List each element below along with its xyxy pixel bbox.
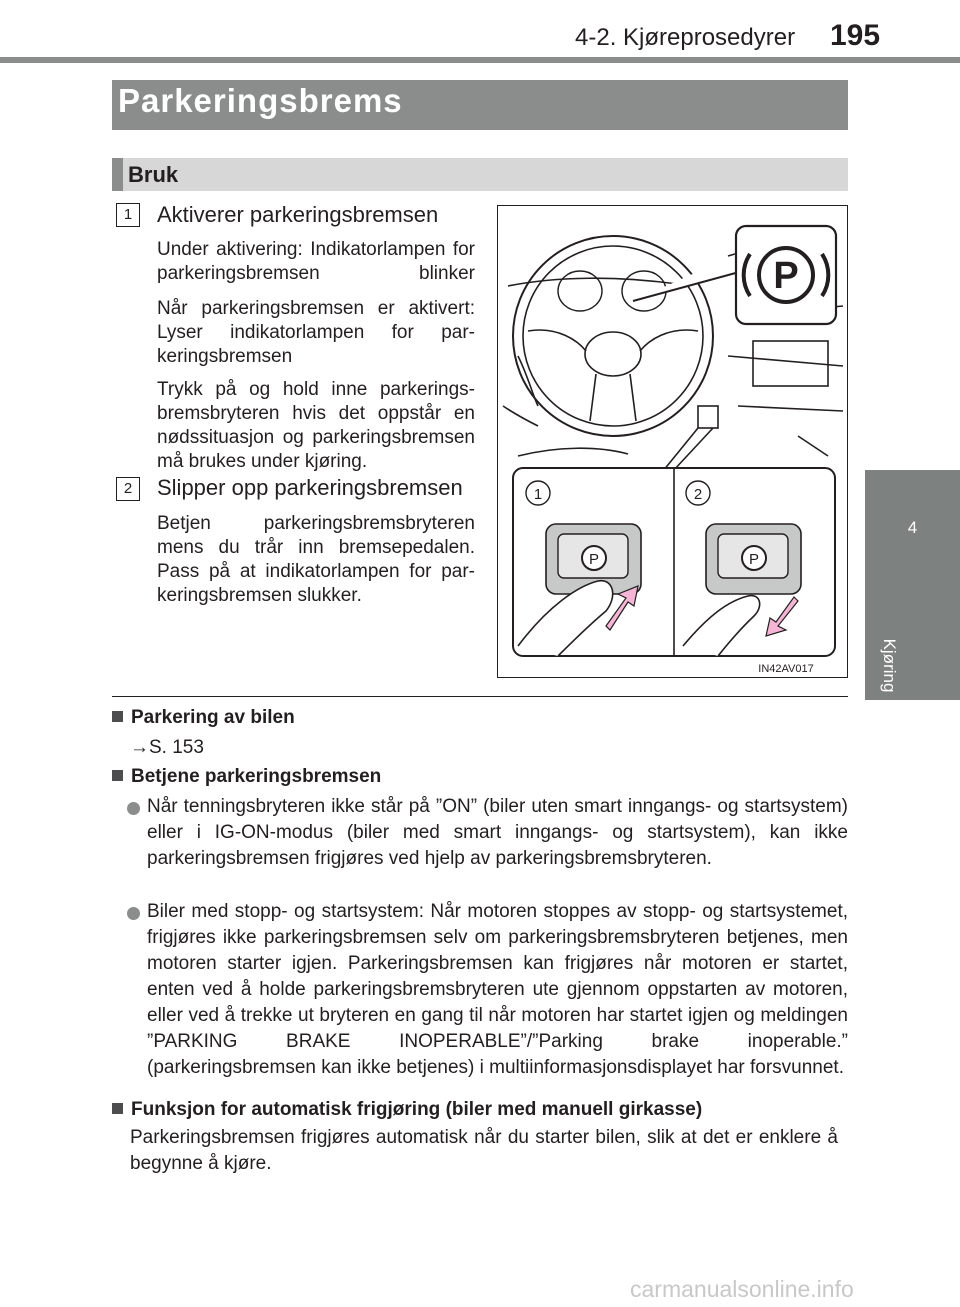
- section-divider: [112, 696, 848, 697]
- bullet-icon: [127, 802, 140, 815]
- step-1-paragraph: Trykk på og hold inne parkeringsbremsbryteren hvis det oppstår en nødssituasjon og parkeringsbremsen må brukes under kjøring.: [157, 379, 475, 472]
- parking-brake-illustration: [497, 205, 848, 678]
- bullet-icon: [127, 907, 140, 920]
- svg-text:P: P: [588, 551, 600, 568]
- svg-text:P: P: [748, 551, 760, 568]
- callout-2: 2: [693, 486, 703, 503]
- subsection-bar: [112, 158, 848, 191]
- square-bullet-icon: [112, 770, 123, 781]
- callout-1: 1: [533, 486, 543, 503]
- section-label: 4-2. Kjøreprosedyrer: [575, 24, 796, 51]
- watermark: carmanualsonline.info: [630, 1276, 854, 1302]
- step-2-paragraph: Betjen parkeringsbremsbryteren mens du trår inn bremsepedalen. Pass på at indikatorlampen for parkeringsbremsen slukker.: [157, 513, 475, 606]
- parking-symbol: P: [773, 255, 799, 297]
- note-heading: Betjene parkeringsbremsen: [112, 766, 381, 788]
- note-heading: Funksjon for automatisk frigjøring (biler med manuell girkasse): [112, 1099, 702, 1121]
- step-number-2: 2: [116, 477, 140, 501]
- step-number-1: 1: [116, 203, 140, 227]
- square-bullet-icon: [112, 1103, 123, 1114]
- chapter-number: 4: [907, 518, 918, 537]
- note-reference: →S. 153: [130, 737, 204, 758]
- note-text: Parkeringsbremsen frigjøres automatisk når du starter bilen, slik at det er enklere å begynne å kjøre.: [130, 1127, 838, 1174]
- chapter-tab: [865, 470, 960, 700]
- step-1-paragraph: Under aktivering: Indikatorlampen for parkeringsbremsen blinker: [157, 239, 475, 284]
- square-bullet-icon: [112, 711, 123, 722]
- subsection-title: Bruk: [128, 162, 179, 187]
- page-number: 195: [830, 19, 881, 52]
- step-1-paragraph: Når parkeringsbremsen er aktivert: Lyser indikatorlampen for parkeringsbremsen: [157, 298, 475, 367]
- header-rule: [0, 57, 960, 63]
- page-title: Parkeringsbrems: [118, 82, 403, 119]
- bullet-text: Biler med stopp- og startsystem: Når motoren stoppes av stopp- og startsystemet, frigjøres ikke parkeringsbremsen selv om parkeringsbremsbryteren betjenes, men motoren starter igjen. Parkeringsbremsen kan frigjøres når motoren er startet, enten ved å holde parkeringsbremsbryteren ute gjennom oppstarten av motoren, eller ved å trekke ut bryteren en gang til når motoren har startet igjen og meldingen ”PARKING BRAKE INOPERABLE”/”Parking brake inoperable.” (parkeringsbremsen kan ikke betjenes) i multiinformasjonsdisplayet har forsvunnet.: [147, 901, 848, 1078]
- chapter-label: Kjøring: [880, 638, 899, 693]
- figure-code: IN42AV017: [758, 663, 814, 675]
- step-heading-1: Aktiverer parkeringsbremsen: [157, 202, 439, 227]
- step-heading-2: Slipper opp parkeringsbremsen: [157, 475, 463, 500]
- note-heading: Parkering av bilen: [112, 707, 295, 729]
- bullet-text: Når tenningsbryteren ikke står på ”ON” (biler uten smart inngangs- og startsystem) eller i IG-ON-modus (biler med smart inngangs- og startsystem), kan ikke parkeringsbremsen frigjøres ved hjelp av parkeringsbremsbryteren.: [147, 796, 848, 869]
